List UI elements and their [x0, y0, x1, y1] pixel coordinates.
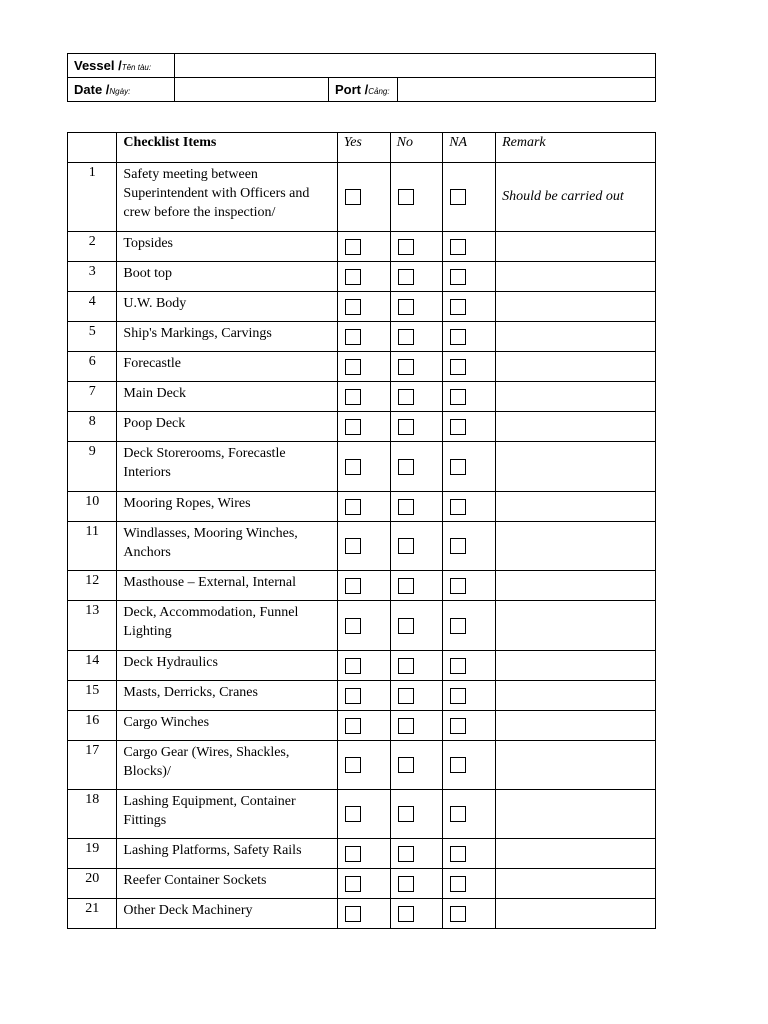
cell-na	[443, 412, 496, 442]
yes-checkbox[interactable]	[345, 459, 361, 475]
cell-no	[390, 741, 443, 790]
checklist-row	[68, 869, 656, 899]
yes-checkbox[interactable]	[345, 299, 361, 315]
checklist-item-label: U.W. Body	[117, 292, 337, 322]
cell-yes	[337, 442, 390, 492]
remark-cell[interactable]	[496, 412, 656, 442]
cell-yes	[337, 322, 390, 352]
no-checkbox[interactable]	[398, 189, 414, 205]
col-header-number	[68, 133, 117, 163]
row-number: 12	[68, 571, 117, 601]
yes-checkbox[interactable]	[345, 757, 361, 773]
na-checkbox[interactable]	[450, 846, 466, 862]
remark-cell[interactable]	[496, 601, 656, 651]
checklist-item-label: Forecastle	[117, 352, 337, 382]
no-checkbox[interactable]	[398, 239, 414, 255]
cell-yes	[337, 899, 390, 929]
yes-checkbox[interactable]	[345, 718, 361, 734]
row-number: 19	[68, 839, 117, 869]
na-checkbox[interactable]	[450, 269, 466, 285]
checklist-row	[68, 322, 656, 352]
remark-cell[interactable]	[496, 681, 656, 711]
remark-cell[interactable]	[496, 790, 656, 839]
checklist-item-label: Poop Deck	[117, 412, 337, 442]
cell-na	[443, 163, 496, 232]
checklist-body	[68, 163, 656, 929]
yes-checkbox[interactable]	[345, 876, 361, 892]
remark-cell[interactable]	[496, 711, 656, 741]
cell-na	[443, 571, 496, 601]
remark-cell[interactable]	[496, 869, 656, 899]
na-checkbox[interactable]	[450, 389, 466, 405]
na-checkbox[interactable]	[450, 688, 466, 704]
cell-na	[443, 522, 496, 571]
checklist-row	[68, 232, 656, 262]
checklist-row	[68, 492, 656, 522]
na-checkbox[interactable]	[450, 359, 466, 375]
row-number: 3	[68, 262, 117, 292]
date-label-cell	[68, 78, 175, 102]
vessel-sub-label: Tên tàu:	[121, 62, 152, 72]
no-checkbox[interactable]	[398, 688, 414, 704]
cell-yes	[337, 839, 390, 869]
cell-no	[390, 571, 443, 601]
col-header-remark: Remark	[496, 133, 656, 163]
no-checkbox[interactable]	[398, 618, 414, 634]
remark-cell[interactable]	[496, 839, 656, 869]
cell-no	[390, 790, 443, 839]
na-checkbox[interactable]	[450, 876, 466, 892]
col-header-no: No	[390, 133, 443, 163]
cell-na	[443, 711, 496, 741]
row-number: 1	[68, 163, 117, 232]
na-checkbox[interactable]	[450, 459, 466, 475]
remark-cell[interactable]	[496, 571, 656, 601]
cell-na	[443, 292, 496, 322]
cell-no	[390, 869, 443, 899]
cell-yes	[337, 571, 390, 601]
na-checkbox[interactable]	[450, 618, 466, 634]
checklist-row	[68, 711, 656, 741]
cell-yes	[337, 869, 390, 899]
no-checkbox[interactable]	[398, 419, 414, 435]
cell-na	[443, 322, 496, 352]
checklist-row	[68, 571, 656, 601]
cell-yes	[337, 232, 390, 262]
cell-no	[390, 352, 443, 382]
yes-checkbox[interactable]	[345, 538, 361, 554]
no-checkbox[interactable]	[398, 757, 414, 773]
remark-cell[interactable]	[496, 382, 656, 412]
cell-no	[390, 163, 443, 232]
cell-na	[443, 790, 496, 839]
cell-yes	[337, 163, 390, 232]
cell-yes	[337, 352, 390, 382]
date-field[interactable]	[175, 78, 329, 102]
checklist-item-label: Masthouse – External, Internal	[117, 571, 337, 601]
checklist-row	[68, 651, 656, 681]
row-number: 17	[68, 741, 117, 790]
col-header-na: NA	[443, 133, 496, 163]
checklist-item-label: Mooring Ropes, Wires	[117, 492, 337, 522]
row-number: 15	[68, 681, 117, 711]
row-number: 7	[68, 382, 117, 412]
cell-no	[390, 601, 443, 651]
vessel-label-cell	[68, 54, 175, 78]
vessel-label: Vessel /	[74, 57, 122, 73]
yes-checkbox[interactable]	[345, 499, 361, 515]
na-checkbox[interactable]	[450, 239, 466, 255]
checklist-row	[68, 839, 656, 869]
cell-no	[390, 711, 443, 741]
yes-checkbox[interactable]	[345, 578, 361, 594]
cell-yes	[337, 651, 390, 681]
no-checkbox[interactable]	[398, 718, 414, 734]
na-checkbox[interactable]	[450, 718, 466, 734]
yes-checkbox[interactable]	[345, 189, 361, 205]
checklist-row	[68, 899, 656, 929]
cell-no	[390, 412, 443, 442]
checklist-item-label: Main Deck	[117, 382, 337, 412]
remark-cell[interactable]	[496, 492, 656, 522]
col-header-items: Checklist Items	[117, 133, 337, 163]
remark-cell[interactable]	[496, 262, 656, 292]
checklist-row	[68, 522, 656, 571]
na-checkbox[interactable]	[450, 329, 466, 345]
na-checkbox[interactable]	[450, 906, 466, 922]
cell-yes	[337, 681, 390, 711]
cell-na	[443, 681, 496, 711]
checklist-row	[68, 442, 656, 492]
yes-checkbox[interactable]	[345, 359, 361, 375]
checklist-item-label: Ship's Markings, Carvings	[117, 322, 337, 352]
no-checkbox[interactable]	[398, 658, 414, 674]
row-number: 16	[68, 711, 117, 741]
checklist-item-label: Safety meeting between Superintendent with Officers and crew before the inspection/	[117, 163, 337, 232]
no-checkbox[interactable]	[398, 578, 414, 594]
checklist-item-label: Cargo Winches	[117, 711, 337, 741]
row-number: 13	[68, 601, 117, 651]
na-checkbox[interactable]	[450, 806, 466, 822]
checklist-row	[68, 601, 656, 651]
cell-na	[443, 382, 496, 412]
no-checkbox[interactable]	[398, 389, 414, 405]
remark-cell[interactable]	[496, 741, 656, 790]
cell-yes	[337, 262, 390, 292]
na-checkbox[interactable]	[450, 757, 466, 773]
row-number: 6	[68, 352, 117, 382]
no-checkbox[interactable]	[398, 876, 414, 892]
remark-cell[interactable]	[496, 232, 656, 262]
cell-na	[443, 899, 496, 929]
vessel-row	[68, 54, 656, 78]
cell-no	[390, 262, 443, 292]
col-header-yes: Yes	[337, 133, 390, 163]
na-checkbox[interactable]	[450, 499, 466, 515]
no-checkbox[interactable]	[398, 806, 414, 822]
row-number: 20	[68, 869, 117, 899]
checklist-item-label: Windlasses, Mooring Winches, Anchors	[117, 522, 337, 571]
cell-yes	[337, 522, 390, 571]
checklist-table	[67, 132, 656, 929]
cell-yes	[337, 382, 390, 412]
cell-no	[390, 232, 443, 262]
yes-checkbox[interactable]	[345, 618, 361, 634]
cell-no	[390, 322, 443, 352]
row-number: 4	[68, 292, 117, 322]
cell-yes	[337, 741, 390, 790]
na-checkbox[interactable]	[450, 538, 466, 554]
na-checkbox[interactable]	[450, 189, 466, 205]
na-checkbox[interactable]	[450, 299, 466, 315]
date-port-row	[68, 78, 656, 102]
cell-na	[443, 869, 496, 899]
no-checkbox[interactable]	[398, 499, 414, 515]
cell-na	[443, 262, 496, 292]
checklist-item-label: Lashing Equipment, Container Fittings	[117, 790, 337, 839]
cell-no	[390, 522, 443, 571]
yes-checkbox[interactable]	[345, 658, 361, 674]
row-number: 21	[68, 899, 117, 929]
cell-na	[443, 651, 496, 681]
checklist-row	[68, 262, 656, 292]
port-label: Port /	[335, 81, 369, 97]
remark-cell[interactable]	[496, 352, 656, 382]
cell-yes	[337, 601, 390, 651]
checklist-item-label: Boot top	[117, 262, 337, 292]
yes-checkbox[interactable]	[345, 239, 361, 255]
na-checkbox[interactable]	[450, 658, 466, 674]
remark-cell[interactable]	[496, 442, 656, 492]
checklist-item-label: Reefer Container Sockets	[117, 869, 337, 899]
cell-yes	[337, 790, 390, 839]
remark-cell[interactable]	[496, 899, 656, 929]
remark-cell[interactable]: Should be carried out	[496, 163, 656, 232]
cell-no	[390, 681, 443, 711]
no-checkbox[interactable]	[398, 359, 414, 375]
checklist-item-label: Lashing Platforms, Safety Rails	[117, 839, 337, 869]
checklist-item-label: Cargo Gear (Wires, Shackles, Blocks)/	[117, 741, 337, 790]
na-checkbox[interactable]	[450, 419, 466, 435]
port-label-cell	[329, 78, 398, 102]
row-number: 18	[68, 790, 117, 839]
yes-checkbox[interactable]	[345, 906, 361, 922]
cell-na	[443, 232, 496, 262]
checklist-row	[68, 681, 656, 711]
row-number: 2	[68, 232, 117, 262]
yes-checkbox[interactable]	[345, 269, 361, 285]
checklist-item-label: Deck Storerooms, Forecastle Interiors	[117, 442, 337, 492]
cell-yes	[337, 492, 390, 522]
no-checkbox[interactable]	[398, 269, 414, 285]
yes-checkbox[interactable]	[345, 806, 361, 822]
checklist-item-label: Deck, Accommodation, Funnel Lighting	[117, 601, 337, 651]
checklist-item-label: Topsides	[117, 232, 337, 262]
row-number: 8	[68, 412, 117, 442]
date-label: Date /	[74, 81, 110, 97]
remark-cell[interactable]	[496, 322, 656, 352]
cell-no	[390, 292, 443, 322]
checklist-row	[68, 741, 656, 790]
checklist-item-label: Deck Hydraulics	[117, 651, 337, 681]
cell-na	[443, 839, 496, 869]
cell-yes	[337, 711, 390, 741]
na-checkbox[interactable]	[450, 578, 466, 594]
vessel-field[interactable]	[175, 54, 656, 78]
checklist-row	[68, 790, 656, 839]
checklist-row	[68, 352, 656, 382]
remark-cell[interactable]	[496, 522, 656, 571]
no-checkbox[interactable]	[398, 538, 414, 554]
checklist-row	[68, 163, 656, 232]
row-number: 5	[68, 322, 117, 352]
remark-cell[interactable]	[496, 292, 656, 322]
vessel-info-table	[67, 53, 656, 102]
cell-no	[390, 651, 443, 681]
no-checkbox[interactable]	[398, 299, 414, 315]
checklist-item-label: Masts, Derricks, Cranes	[117, 681, 337, 711]
cell-na	[443, 601, 496, 651]
cell-no	[390, 899, 443, 929]
cell-yes	[337, 412, 390, 442]
cell-no	[390, 382, 443, 412]
checklist-header-row	[68, 133, 656, 163]
cell-yes	[337, 292, 390, 322]
cell-na	[443, 741, 496, 790]
port-sub-label: Cảng:	[368, 86, 390, 96]
no-checkbox[interactable]	[398, 906, 414, 922]
checklist-row	[68, 412, 656, 442]
row-number: 14	[68, 651, 117, 681]
row-number: 9	[68, 442, 117, 492]
no-checkbox[interactable]	[398, 329, 414, 345]
no-checkbox[interactable]	[398, 459, 414, 475]
yes-checkbox[interactable]	[345, 329, 361, 345]
cell-na	[443, 442, 496, 492]
cell-na	[443, 352, 496, 382]
cell-no	[390, 442, 443, 492]
yes-checkbox[interactable]	[345, 688, 361, 704]
yes-checkbox[interactable]	[345, 846, 361, 862]
checklist-item-label: Other Deck Machinery	[117, 899, 337, 929]
yes-checkbox[interactable]	[345, 389, 361, 405]
no-checkbox[interactable]	[398, 846, 414, 862]
remark-cell[interactable]	[496, 651, 656, 681]
checklist-row	[68, 292, 656, 322]
yes-checkbox[interactable]	[345, 419, 361, 435]
port-field[interactable]	[398, 78, 656, 102]
row-number: 10	[68, 492, 117, 522]
row-number: 11	[68, 522, 117, 571]
cell-na	[443, 492, 496, 522]
date-sub-label: Ngày:	[109, 86, 131, 96]
cell-no	[390, 839, 443, 869]
cell-no	[390, 492, 443, 522]
checklist-row	[68, 382, 656, 412]
